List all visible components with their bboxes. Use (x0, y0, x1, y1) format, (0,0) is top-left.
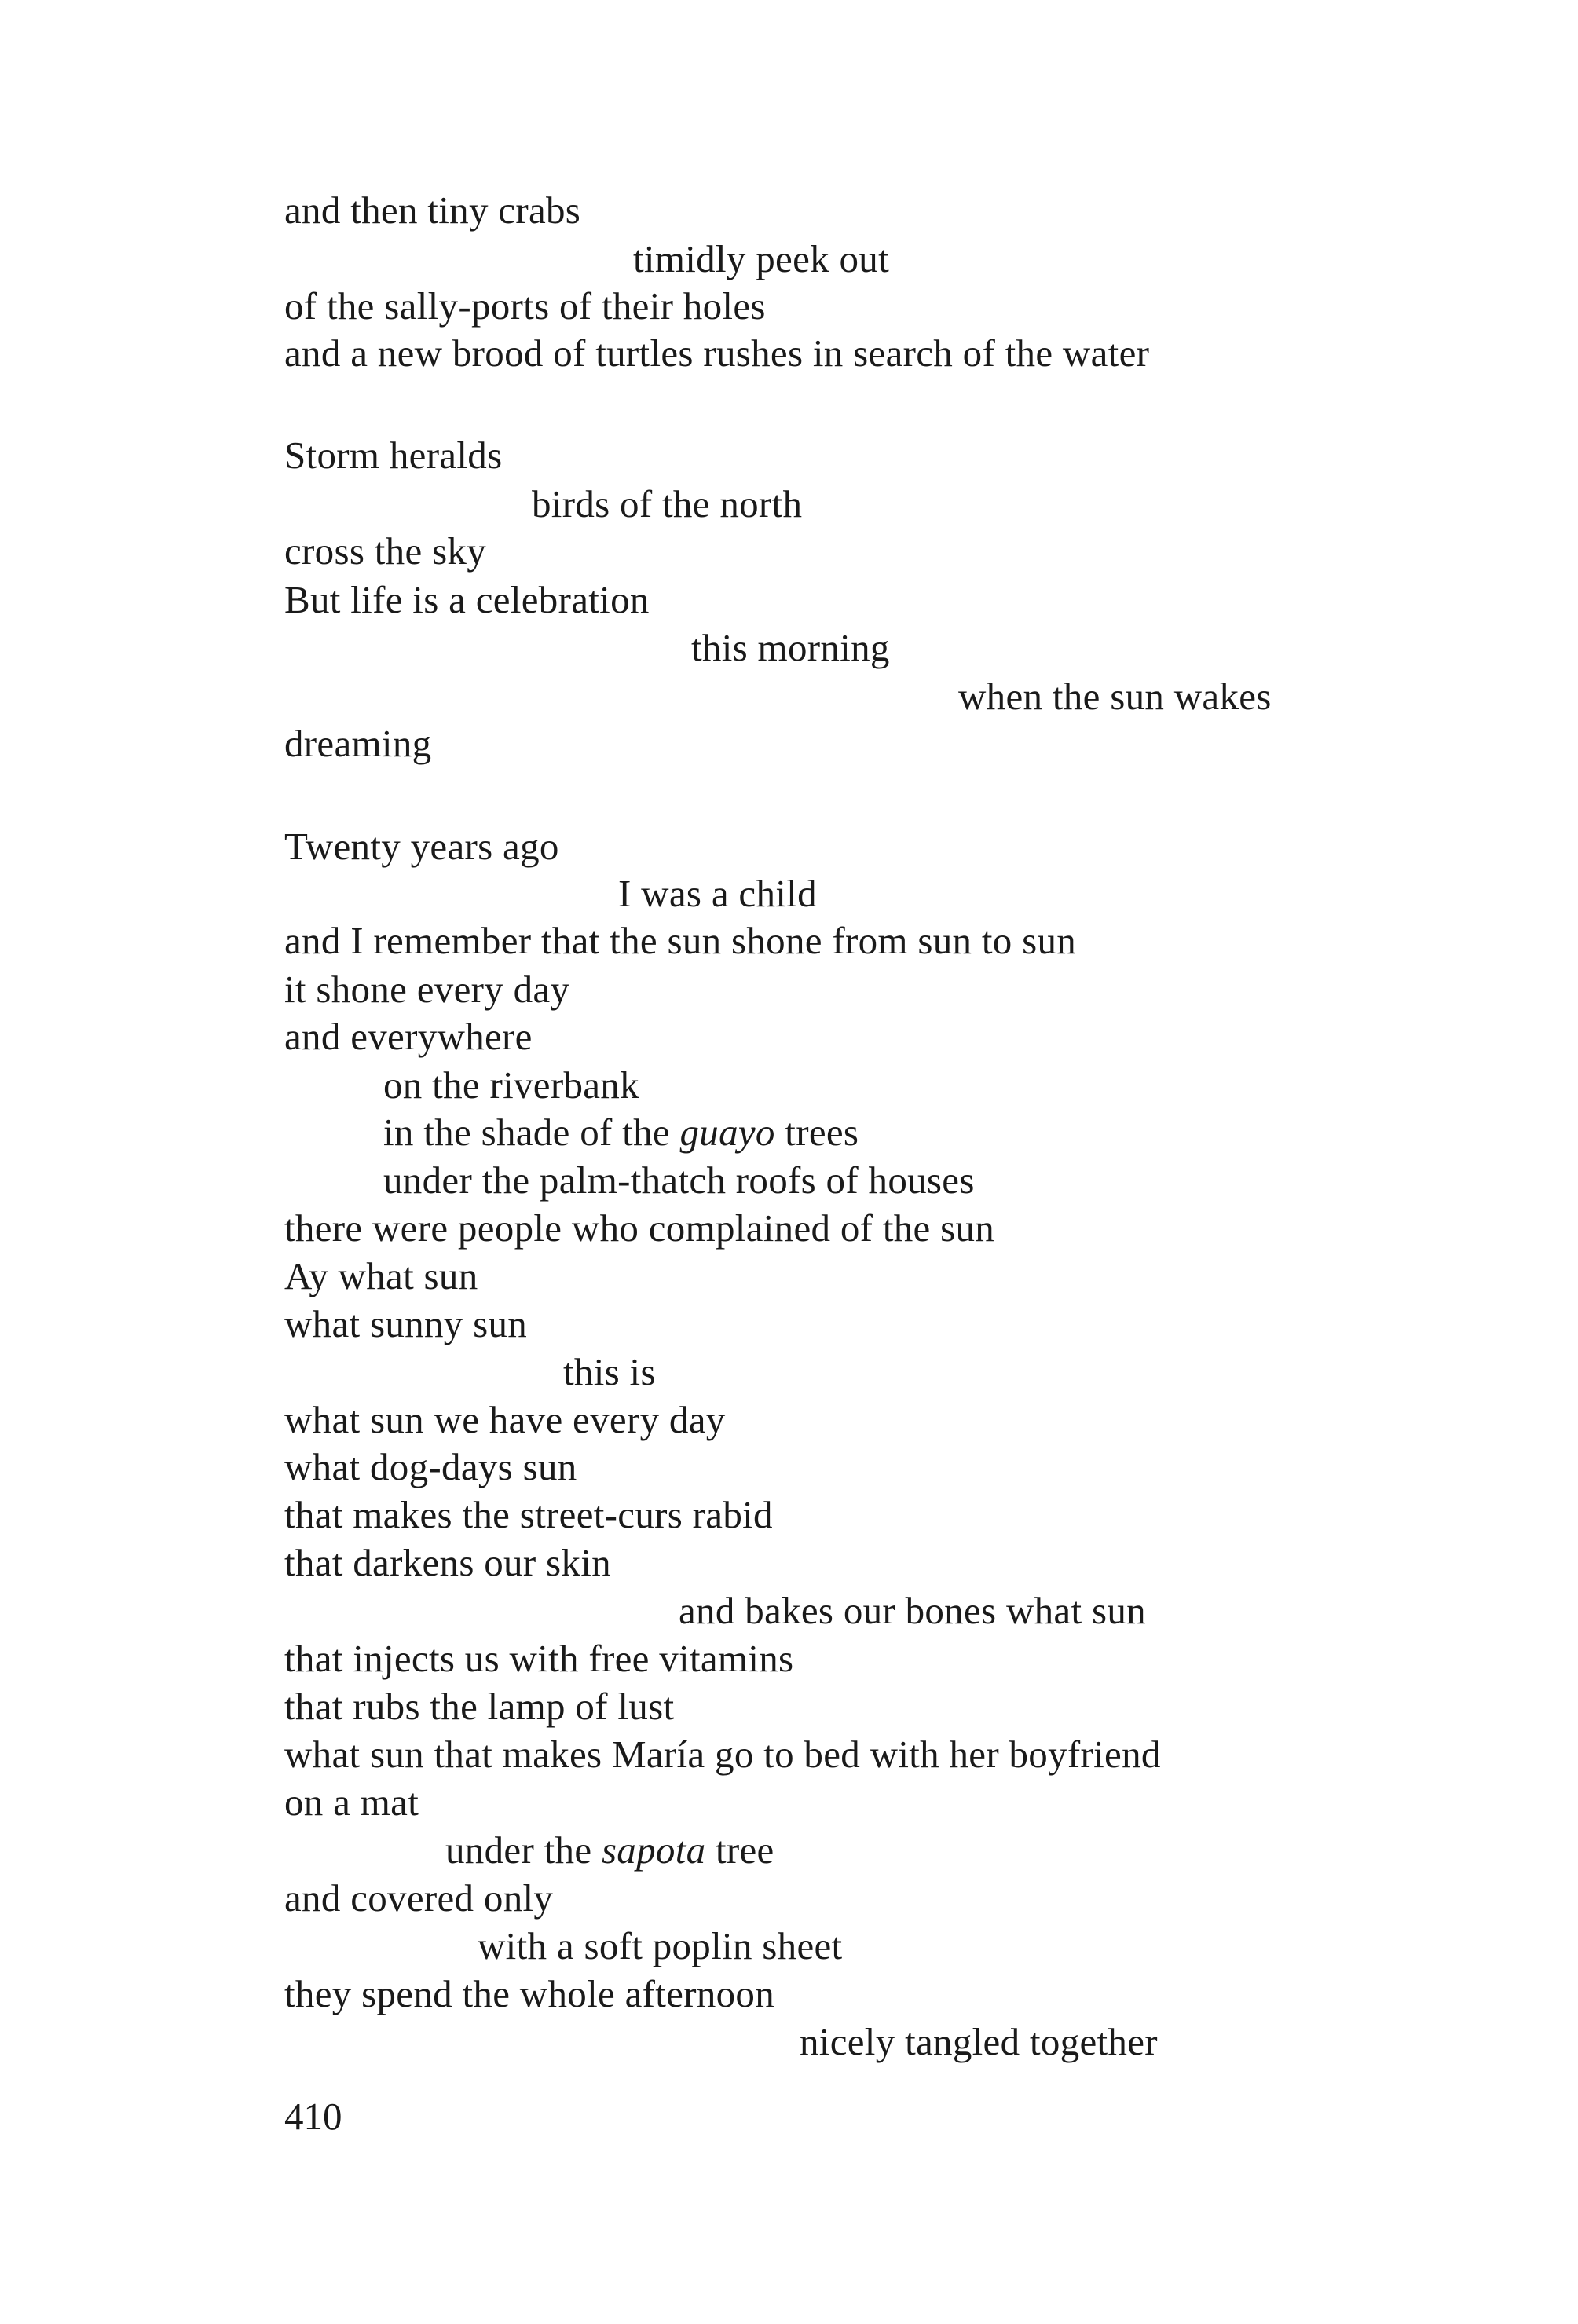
line-text: I was a child (618, 872, 817, 915)
poem-line (383, 1063, 639, 1107)
line-text: under the palm-thatch roofs of houses (383, 1158, 975, 1202)
line-text: there were people who complained of the sun (284, 1206, 995, 1250)
line-text: it shone every day (284, 968, 570, 1011)
poem-line (691, 628, 890, 667)
poem-line (445, 1828, 774, 1872)
poem-line (284, 921, 1076, 960)
line-text: cross the sky (284, 529, 487, 573)
line-text: in the shade of the (383, 1111, 680, 1154)
line-text: on a mat (284, 1781, 419, 1824)
poem-line (284, 529, 487, 573)
poem-line (284, 1400, 726, 1439)
line-text: what sun we have every day (284, 1398, 726, 1441)
poem-line (284, 1639, 793, 1678)
line-text: and bakes our bones what sun (679, 1589, 1146, 1632)
italic-term: guayo (679, 1111, 775, 1154)
line-text: on the riverbank (383, 1063, 639, 1107)
line-text: of the sally-ports of their holes (284, 284, 766, 328)
poem-line (958, 675, 1272, 718)
poem-line (284, 580, 650, 619)
line-text: that injects us with free vitamins (284, 1637, 794, 1680)
poem-line (284, 1974, 774, 2013)
poem-line (284, 1495, 773, 1534)
line-text: under the (445, 1828, 602, 1872)
line-text: and a new brood of turtles rushes in search of the water (284, 331, 1150, 375)
page-number: 410 (284, 2095, 342, 2138)
line-text: dreaming (284, 722, 432, 765)
poem-line (284, 724, 431, 763)
poem-line (284, 434, 503, 477)
line-text: they spend the whole afternoon (284, 1972, 775, 2015)
poem-line (563, 1352, 656, 1391)
poem-line (284, 188, 581, 232)
line-text: that rubs the lamp of lust (284, 1685, 675, 1728)
line-text: Twenty years ago (284, 825, 559, 868)
poem-line (284, 1254, 478, 1297)
poem-line (679, 1591, 1146, 1630)
poem-line (800, 2022, 1158, 2061)
line-text: this is (563, 1350, 656, 1393)
poem-line (284, 1447, 577, 1486)
line-text: that makes the street-curs rabid (284, 1493, 773, 1536)
poem-line (633, 237, 889, 280)
poem-line (284, 1302, 528, 1345)
poem-line (284, 331, 1150, 375)
poem-line (478, 1924, 843, 1967)
poem-line (284, 1543, 611, 1582)
poem-line (618, 874, 817, 913)
line-text: birds of the north (532, 482, 803, 525)
line-text: timidly peek out (633, 237, 889, 280)
line-text: But life is a celebration (284, 578, 650, 621)
line-text: what sun that makes María go to bed with her boyfriend (284, 1733, 1161, 1776)
line-text: what sunny sun (284, 1302, 528, 1345)
poem-line (284, 284, 766, 328)
line-text: that darkens our skin (284, 1541, 611, 1584)
poem-line (284, 1687, 674, 1726)
line-text: trees (774, 1111, 859, 1154)
poem-line (284, 1733, 1161, 1776)
line-text: Storm heralds (284, 434, 503, 477)
poem-line (383, 1158, 975, 1202)
line-text: and I remember that the sun shone from sun to sun (284, 919, 1077, 962)
poem-line (284, 968, 570, 1011)
poem-line (284, 1017, 533, 1056)
poem-line (383, 1111, 859, 1154)
line-text: tree (705, 1828, 774, 1872)
line-text: and then tiny crabs (284, 188, 581, 232)
line-text: what dog-days sun (284, 1445, 577, 1488)
poem-line (284, 1781, 419, 1824)
poem-line (284, 827, 559, 866)
line-text: with a soft poplin sheet (478, 1924, 843, 1967)
poem-line (284, 1206, 995, 1250)
line-text: this morning (691, 626, 890, 669)
poem-line (532, 482, 803, 525)
line-text: and everywhere (284, 1015, 533, 1058)
line-text: and covered only (284, 1876, 554, 1920)
line-text: when the sun wakes (958, 675, 1272, 718)
poem-line (284, 1876, 554, 1920)
line-text: Ay what sun (284, 1254, 478, 1297)
italic-term: sapota (601, 1828, 706, 1872)
line-text: nicely tangled together (800, 2020, 1158, 2063)
